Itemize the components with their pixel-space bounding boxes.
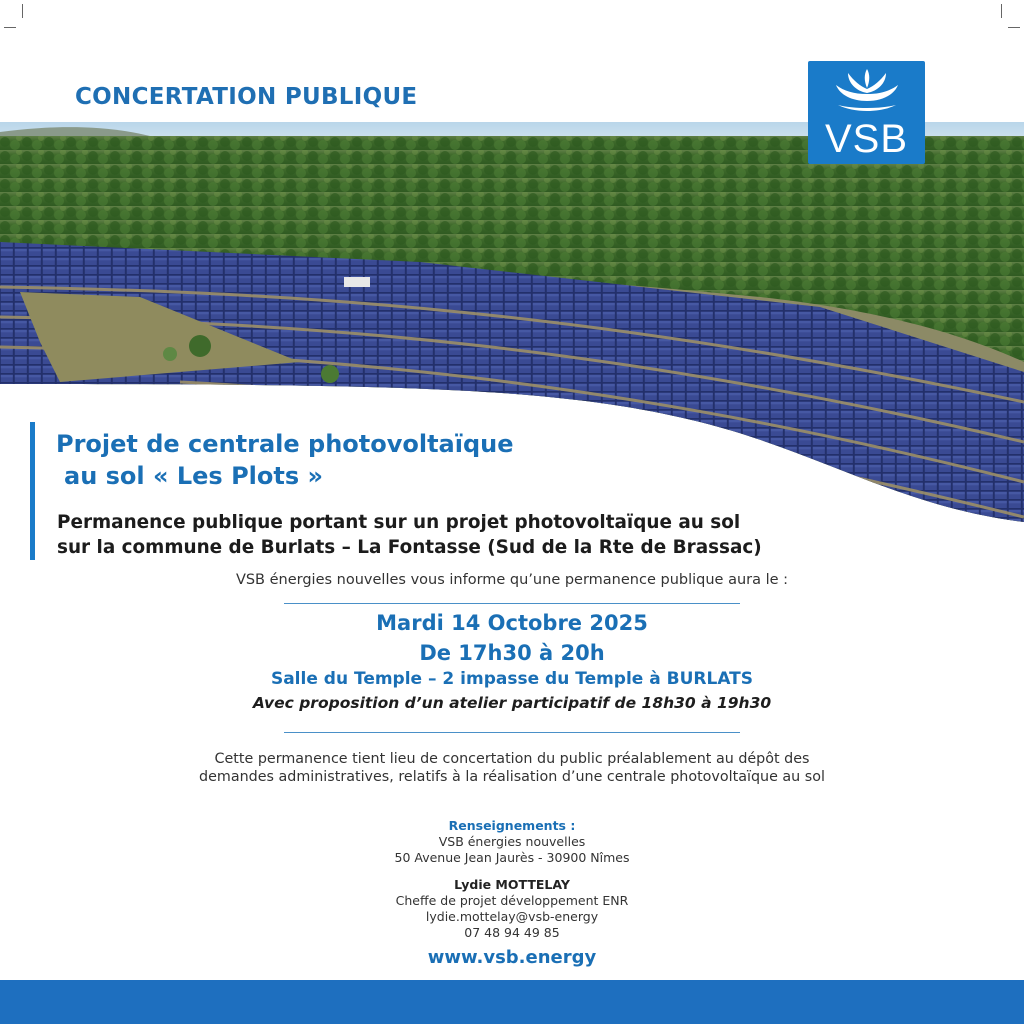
contact-company: VSB énergies nouvelles [438,834,586,849]
contact-email[interactable]: lydie.mottelay@vsb-energy [425,909,599,924]
website-link[interactable]: www.vsb.energy [427,947,597,968]
description-line1: Cette permanence tient lieu de concertation du public préalablement au dépôt des [214,751,810,767]
crop-mark [1001,4,1002,18]
project-title-line2: au sol « Les Plots » [64,462,323,490]
vsb-logo [808,61,925,164]
subtitle-line2: sur la commune de Burlats – La Fontasse (Sud de la Rte de Brassac) [57,537,762,558]
logo-text: VSB [824,117,909,161]
contact-company-block [0,834,1024,866]
project-title [56,428,514,492]
divider [284,603,740,604]
description [0,750,1024,786]
contact-label: Renseignements : [448,818,576,833]
description-line2: demandes administratives, relatifs à la réalisation d’une centrale photovoltaïque au sol [199,769,825,785]
crop-mark [4,27,16,28]
page-title: CONCERTATION PUBLIQUE [75,84,418,110]
footer-band [0,980,1024,1024]
event-date: Mardi 14 Octobre 2025 [376,611,648,635]
sun-rays-icon [834,69,900,113]
event-time: De 17h30 à 20h [419,641,605,665]
contact-role: Cheffe de projet développement ENR [395,893,629,908]
event-intro: VSB énergies nouvelles vous informe qu’une permanence publique aura le : [235,572,789,588]
contact-person-block [0,893,1024,941]
project-subtitle [57,510,957,560]
crop-mark [1008,27,1020,28]
crop-mark [22,4,23,18]
contact-address: 50 Avenue Jean Jaurès - 30900 Nîmes [394,850,630,865]
project-title-line1: Projet de centrale photovoltaïque [56,430,514,458]
contact-phone: 07 48 94 49 85 [464,925,560,940]
subtitle-line1: Permanence publique portant sur un projet photovoltaïque au sol [57,512,741,533]
accent-bar [30,422,35,560]
divider [284,732,740,733]
contact-name: Lydie MOTTELAY [454,877,570,892]
event-workshop: Avec proposition d’un atelier participatif de 18h30 à 19h30 [252,694,772,712]
event-venue: Salle du Temple – 2 impasse du Temple à BURLATS [270,669,754,689]
